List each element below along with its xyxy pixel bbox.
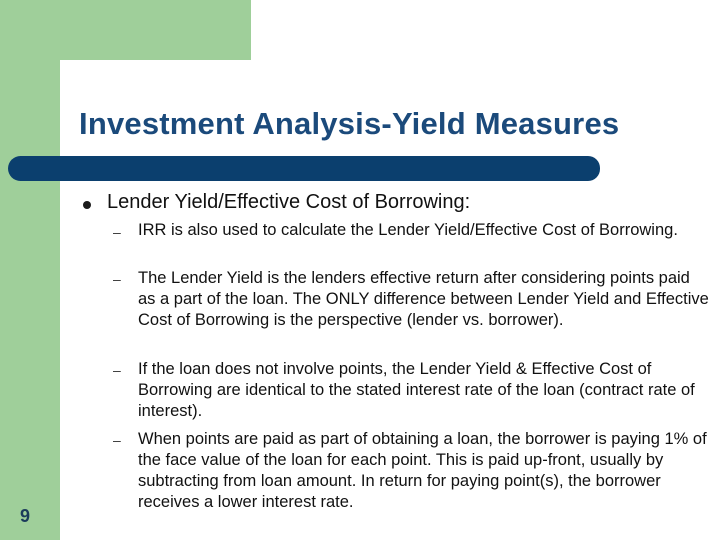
dash-icon: – <box>113 432 121 448</box>
sub-bullet-text: IRR is also used to calculate the Lender Yield/Effective Cost of Borrowing. <box>138 221 678 239</box>
sub-bullet-text: The Lender Yield is the lenders effective return after considering points paid as a part of the loan. The ONLY difference between Lender Yield and Effective Cost of Borrowing is the perspective (lender vs. borrower). <box>138 269 709 329</box>
dash-icon: – <box>113 362 121 378</box>
title-underline-bar <box>20 156 600 181</box>
dash-icon: – <box>113 271 121 287</box>
decorative-green-top-block <box>0 0 251 60</box>
main-bullet-text: Lender Yield/Effective Cost of Borrowing: <box>107 191 471 213</box>
decorative-green-left-strip <box>0 0 60 540</box>
dash-icon: – <box>113 224 121 240</box>
sub-bullet-text: If the loan does not involve points, the Lender Yield & Effective Cost of Borrowing are identical to the stated interest rate of the loan (contract rate of interest). <box>138 360 695 420</box>
sub-bullet-text: When points are paid as part of obtaining a loan, the borrower is paying 1% of the face value of the loan for each point. This is paid up-front, usually by subtracting from loan amount. In return for paying point(s), the borrower receives a lower interest rate. <box>138 430 707 511</box>
page-number: 9 <box>20 506 31 526</box>
slide-title: Investment Analysis-Yield Measures <box>79 106 620 141</box>
bullet-dot-icon <box>83 201 91 209</box>
